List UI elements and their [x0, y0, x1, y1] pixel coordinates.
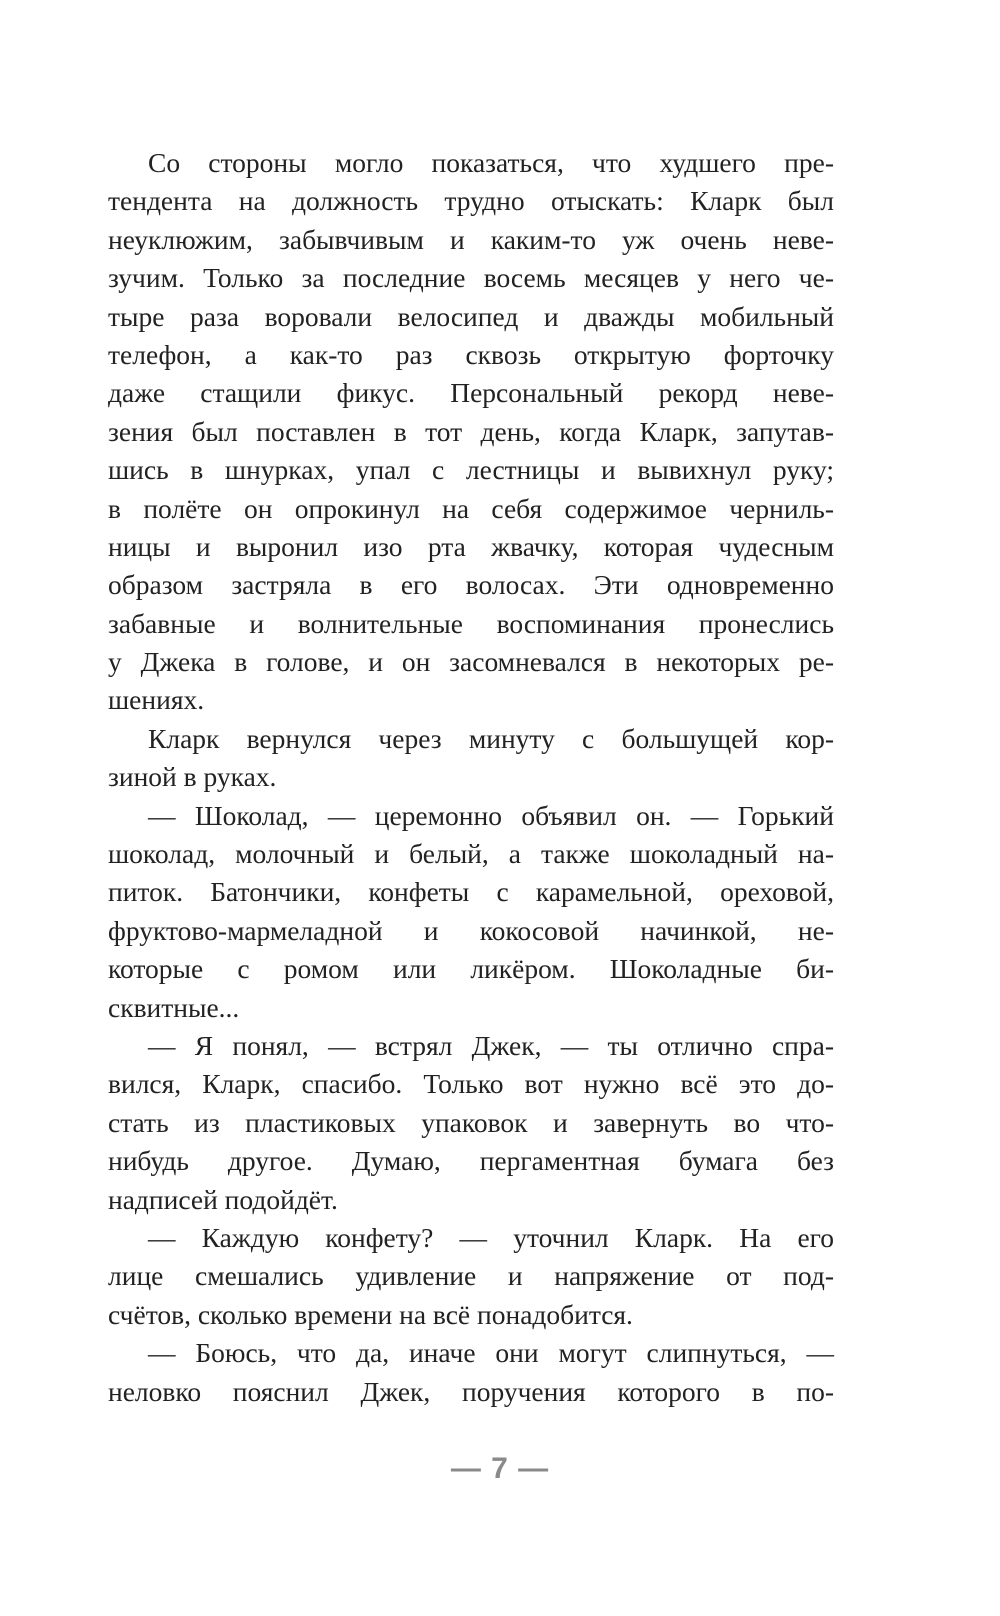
- text-line: — Шоколад, — церемонно объявил он. — Горький: [148, 799, 834, 831]
- page-number: — 7 —: [450, 1452, 550, 1485]
- text-line: забавные и волнительные воспоминания пронеслись: [108, 607, 834, 639]
- text-line: образом застряла в его волосах. Эти одновременно: [108, 569, 834, 601]
- text-line: сквитные...: [108, 991, 240, 1023]
- text-line: надписей подойдёт.: [108, 1183, 338, 1215]
- text-line: зиной в руках.: [108, 761, 277, 793]
- text-line: тыре раза воровали велосипед и дважды мобильный: [108, 300, 834, 332]
- text-line: шоколад, молочный и белый, а также шоколадный на-: [108, 838, 834, 870]
- text-line: зучим. Только за последние восемь месяцев у него че-: [108, 262, 834, 294]
- text-line: даже стащили фикус. Персональный рекорд неве-: [108, 377, 834, 409]
- text-line: стать из пластиковых упаковок и завернуть во что-: [108, 1106, 834, 1138]
- text-line: фруктово-мармеладной и кокосовой начинкой, не-: [108, 914, 834, 946]
- text-line: которые с ромом или ликёром. Шоколадные би-: [108, 953, 834, 985]
- text-line: шись в шнурках, упал с лестницы и вывихнул руку;: [108, 454, 834, 486]
- text-line: питок. Батончики, конфеты с карамельной, ореховой,: [108, 876, 834, 908]
- text-line: тендента на должность трудно отыскать: Кларк был: [108, 185, 834, 217]
- text-line: зения был поставлен в тот день, когда Кларк, запутав-: [108, 415, 834, 447]
- text-line: счётов, сколько времени на всё понадобится.: [108, 1298, 633, 1330]
- text-line: у Джека в голове, и он засомневался в некоторых ре-: [108, 646, 834, 678]
- text-line: Со стороны могло показаться, что худшего пре-: [148, 147, 834, 178]
- text-line: неловко пояснил Джек, поручения которого в по-: [108, 1375, 834, 1407]
- text-line: шениях.: [108, 684, 205, 716]
- text-line: — Я понял, — встрял Джек, — ты отлично спра-: [148, 1029, 834, 1061]
- text-line: телефон, а как-то раз сквозь открытую форточку: [108, 338, 834, 370]
- text-line: — Каждую конфету? — уточнил Кларк. На его: [148, 1221, 834, 1253]
- text-line: Кларк вернулся через минуту с большущей кор-: [148, 722, 834, 754]
- text-line: лице смешались удивление и напряжение от под-: [108, 1260, 834, 1292]
- text-line: — Боюсь, что да, иначе они могут слипнуться, —: [148, 1337, 834, 1369]
- body-text: [108, 144, 834, 1411]
- text-line: в полёте он опрокинул на себя содержимое черниль-: [108, 492, 834, 524]
- text-line: нибудь другое. Думаю, пергаментная бумага без: [108, 1145, 834, 1177]
- text-line: вился, Кларк, спасибо. Только вот нужно всё это до-: [108, 1068, 834, 1100]
- text-line: ницы и выронил изо рта жвачку, которая чудесным: [108, 530, 834, 562]
- text-line: неуклюжим, забывчивым и каким-то уж очень неве-: [108, 223, 834, 255]
